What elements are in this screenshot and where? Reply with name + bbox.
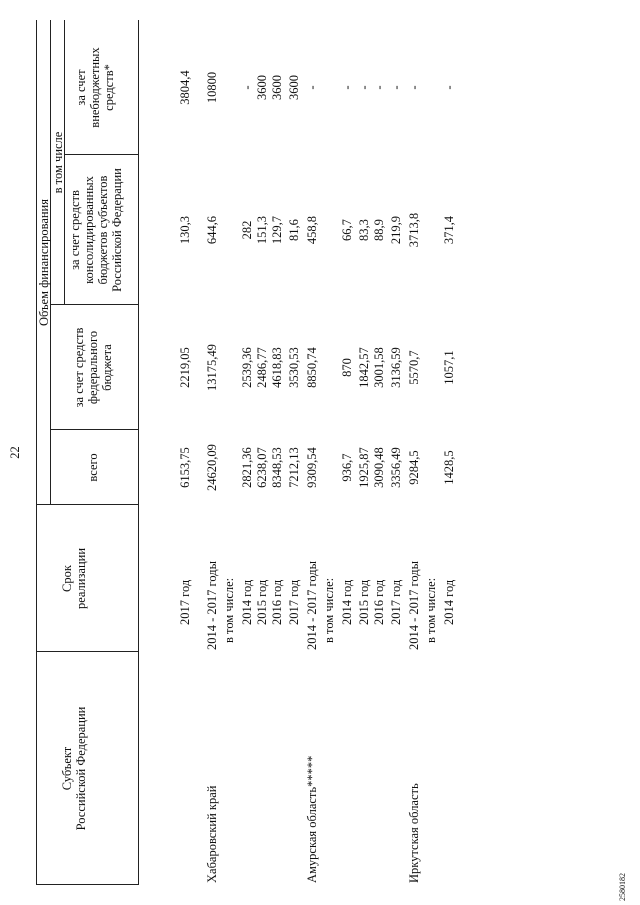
cell-extra: - [340, 85, 354, 90]
cell-federal: 13175,49 [205, 344, 219, 391]
cell-subject: Хабаровский край [205, 785, 219, 883]
cell-regional: 371,4 [442, 215, 456, 245]
cell-extra: - [407, 85, 421, 90]
cell-total: 9309,54 [305, 447, 319, 488]
cell-federal: 870 [340, 358, 354, 377]
cell-total: 6153,75 [178, 447, 192, 488]
cell-federal: 2539,36 [240, 347, 254, 388]
cell-regional: 458,8 [305, 215, 319, 245]
cell-total: 2821,36 [240, 447, 254, 488]
cell-regional: 282 [240, 220, 254, 240]
cell-period: 2017 год [178, 579, 192, 625]
cell-federal: 8850,74 [305, 347, 319, 388]
cell-extra: - [240, 85, 254, 90]
cell-period: 2017 год [389, 579, 403, 625]
cell-federal: 2486,77 [255, 347, 269, 388]
cell-total: 3090,48 [372, 447, 386, 488]
cell-federal: 3136,59 [389, 347, 403, 388]
cell-period: 2014 год [340, 579, 354, 625]
cell-period: в том числе: [322, 577, 336, 643]
cell-total: 1925,87 [357, 447, 371, 488]
cell-extra: 3600 [255, 75, 269, 100]
cell-subject: Иркутская область [407, 783, 421, 883]
cell-subject: Амурская область***** [305, 755, 319, 883]
cell-period: 2016 год [372, 579, 386, 625]
cell-extra: - [357, 85, 371, 90]
cell-total: 7212,13 [287, 447, 301, 488]
cell-total: 24620,09 [205, 444, 219, 491]
cell-regional: 219,9 [389, 215, 403, 245]
page-number: 22 [8, 446, 22, 459]
cell-federal: 1842,57 [357, 347, 371, 388]
cell-regional: 81,6 [287, 219, 301, 241]
cell-total: 9284,5 [407, 450, 421, 485]
header-including: в том числе [51, 131, 65, 194]
cell-extra: - [389, 85, 403, 90]
cell-extra: 3804,4 [178, 70, 192, 105]
cell-total: 936,7 [340, 453, 354, 482]
cell-federal: 3001,58 [372, 347, 386, 388]
cell-federal: 5570,7 [407, 350, 421, 385]
cell-period: 2015 год [255, 579, 269, 625]
cell-period: в том числе: [424, 577, 438, 643]
cell-period: 2014 год [442, 579, 456, 625]
header-federal: за счет средств федерального бюджета [72, 327, 114, 408]
header-subject: Субъект Российской Федерации [60, 706, 88, 831]
cell-period: в том числе: [222, 577, 236, 643]
cell-federal: 3530,53 [287, 347, 301, 388]
cell-period: 2014 - 2017 годы [407, 560, 421, 650]
header-funding: Объем финансирования [37, 199, 51, 326]
cell-regional: 83,3 [357, 219, 371, 241]
cell-period: 2014 год [240, 579, 254, 625]
cell-extra: 3600 [270, 75, 284, 100]
cell-period: 2014 - 2017 годы [305, 560, 319, 650]
cell-period: 2015 год [357, 579, 371, 625]
cell-total: 1428,5 [442, 450, 456, 485]
cell-period: 2016 год [270, 579, 284, 625]
cell-regional: 129,7 [270, 215, 284, 245]
cell-regional: 130,3 [178, 215, 192, 245]
cell-extra: - [372, 85, 386, 90]
cell-period: 2017 год [287, 579, 301, 625]
cell-federal: 2219,05 [178, 347, 192, 388]
cell-regional: 66,7 [340, 219, 354, 241]
header-extra: за счет внебюджетных средств* [74, 47, 116, 128]
cell-extra: 3600 [287, 75, 301, 100]
header-total: всего [86, 453, 100, 482]
cell-period: 2014 - 2017 годы [205, 560, 219, 650]
cell-extra: - [305, 85, 319, 90]
cell-regional: 151,3 [255, 215, 269, 245]
cell-total: 3356,49 [389, 447, 403, 488]
cell-regional: 3713,8 [407, 212, 421, 248]
cell-regional: 88,9 [372, 219, 386, 241]
cell-extra: 10800 [205, 71, 219, 104]
cell-federal: 4618,83 [270, 347, 284, 388]
cell-total: 6238,07 [255, 447, 269, 488]
header-bottom-border [138, 20, 139, 885]
document-code: 2580182 [618, 873, 627, 901]
cell-regional: 644,6 [205, 215, 219, 245]
cell-federal: 1057,1 [442, 350, 456, 385]
cell-extra: - [442, 85, 456, 90]
header-period: Срок реализации [60, 547, 88, 610]
header-regional: за счет средств консолидированных бюджетов субъектов Российской Федерации [68, 168, 124, 292]
cell-total: 8348,53 [270, 447, 284, 488]
